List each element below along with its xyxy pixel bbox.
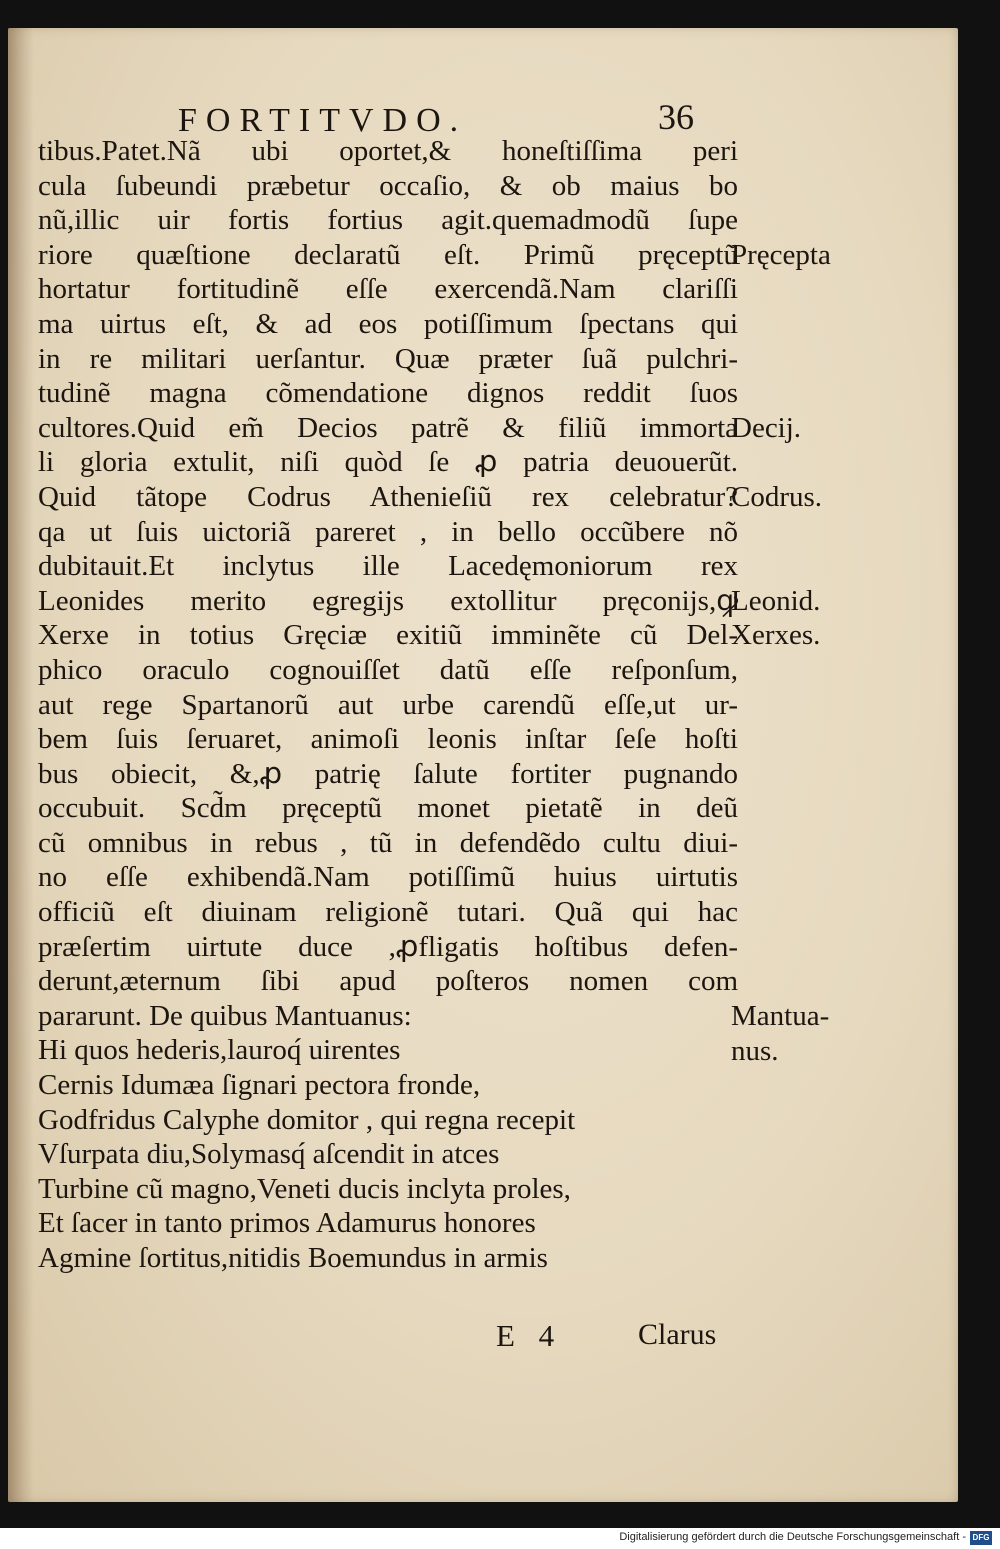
text-line: præſertim uirtute duce ,ꝓfligatis hoſtibus defen- <box>38 930 738 963</box>
running-head: FORTITVDO. <box>178 102 468 139</box>
text-line: in re militari uerſantur. Quæ præter ſuã pulchri- <box>38 342 738 375</box>
text-line: Xerxe in totius Gręciæ exitiũ imminẽte cũ Del- <box>38 619 738 652</box>
text-line: bem ſuis ſeruaret, animoſi leonis inſtar ſeſe hoſti <box>38 723 738 756</box>
text-line: hortatur fortitudinẽ eſſe exercendã.Nam clariſſi <box>38 273 738 306</box>
text-line: Turbine cũ magno,Veneti ducis inclyta proles, <box>38 1172 571 1205</box>
text-line: aut rege Spartanorũ aut urbe carendũ eſſe,ut ur- <box>38 688 738 721</box>
text-line: phico oraculo cognouiſſet datũ eſſe reſponſum, <box>38 653 738 686</box>
text-line: tudinẽ magna cõmendatione dignos reddit ſuos <box>38 377 738 410</box>
text-line: derunt,æternum ſibi apud poſteros nomen com <box>38 965 738 998</box>
text-line: Agmine ſortitus,nitidis Boemundus in armis <box>38 1242 548 1274</box>
margin-note: Pręcepta <box>731 238 831 271</box>
text-line: qa ut ſuis uictoriã pareret , in bello occũbere nõ <box>38 515 738 548</box>
text-line: Leonides merito egregijs extollitur pręconijs,ꝙ <box>38 584 738 617</box>
body-text <box>38 134 738 1276</box>
text-line: Hi quos hederis,lauroq́ uirentes <box>38 1034 401 1067</box>
text-line: ma uirtus eſt, & ad eos potiſſimum ſpectans qui <box>38 307 738 340</box>
margin-note: Leonid. <box>731 584 821 617</box>
text-line: officiũ eſt diuinam religionẽ tutari. Quã qui hac <box>38 896 738 929</box>
catchword: Clarus <box>638 1318 717 1351</box>
margin-note: nus. <box>731 1034 779 1067</box>
text-line: cultores.Quid em̃ Decios patrẽ & filiũ immorta <box>38 411 738 444</box>
dfg-logo-icon: DFG <box>970 1531 992 1545</box>
signature-mark: E 4 <box>496 1318 563 1353</box>
book-page <box>8 28 958 1502</box>
text-line: cula ſubeundi præbetur occaſio, & ob maius bo <box>38 169 738 202</box>
text-line: riore quæſtione declaratũ eſt. Primũ pręceptũ <box>38 238 738 271</box>
text-line: pararunt. De quibus Mantuanus: <box>38 999 412 1032</box>
text-line: no eſſe exhibendã.Nam potiſſimũ huius uirtutis <box>38 861 738 894</box>
margin-note: Xerxes. <box>731 619 821 652</box>
text-line: nũ,illic uir fortis fortius agit.quemadmodũ ſupe <box>38 204 738 237</box>
margin-note: Codrus. <box>731 481 823 513</box>
text-line: Et ſacer in tanto primos Adamurus honores <box>38 1207 536 1240</box>
gutter-shadow <box>8 28 34 1502</box>
text-line: Vſurpata diu,Solymasq́ aſcendit in atces <box>38 1138 500 1171</box>
text-line: tibus.Patet.Nã ubi oportet,& honeſtiſſima peri <box>38 135 738 167</box>
text-line: li gloria extulit, niſi quòd ſe ꝓ patria deuouerũt. <box>38 446 738 479</box>
text-line: Quid tãtope Codrus Athenieſiũ rex celebratur? <box>38 480 738 513</box>
text-line: occubuit. Scd̃m pręceptũ monet pietatẽ in deũ <box>38 792 738 825</box>
text-line: bus obiecit, &,ꝓ patrię ſalute fortiter pugnando <box>38 757 738 790</box>
footer-bar <box>0 1528 1000 1549</box>
margin-note: Decij. <box>731 411 802 444</box>
footer-credit: Digitalisierung gefördert durch die Deutsche Forschungsgemeinschaft - <box>619 1531 966 1543</box>
text-line: cũ omnibus in rebus , tũ in defendẽdo cultu diui- <box>38 826 738 859</box>
text-line: Godfridus Calyphe domitor , qui regna recepit <box>38 1103 576 1136</box>
text-line: Cernis Idumæa ſignari pectora fronde, <box>38 1069 481 1102</box>
text-line: dubitauit.Et inclytus ille Lacedęmoniorum rex <box>38 550 738 583</box>
margin-note: Mantua- <box>731 1000 830 1032</box>
page-number: 36 <box>658 97 694 137</box>
